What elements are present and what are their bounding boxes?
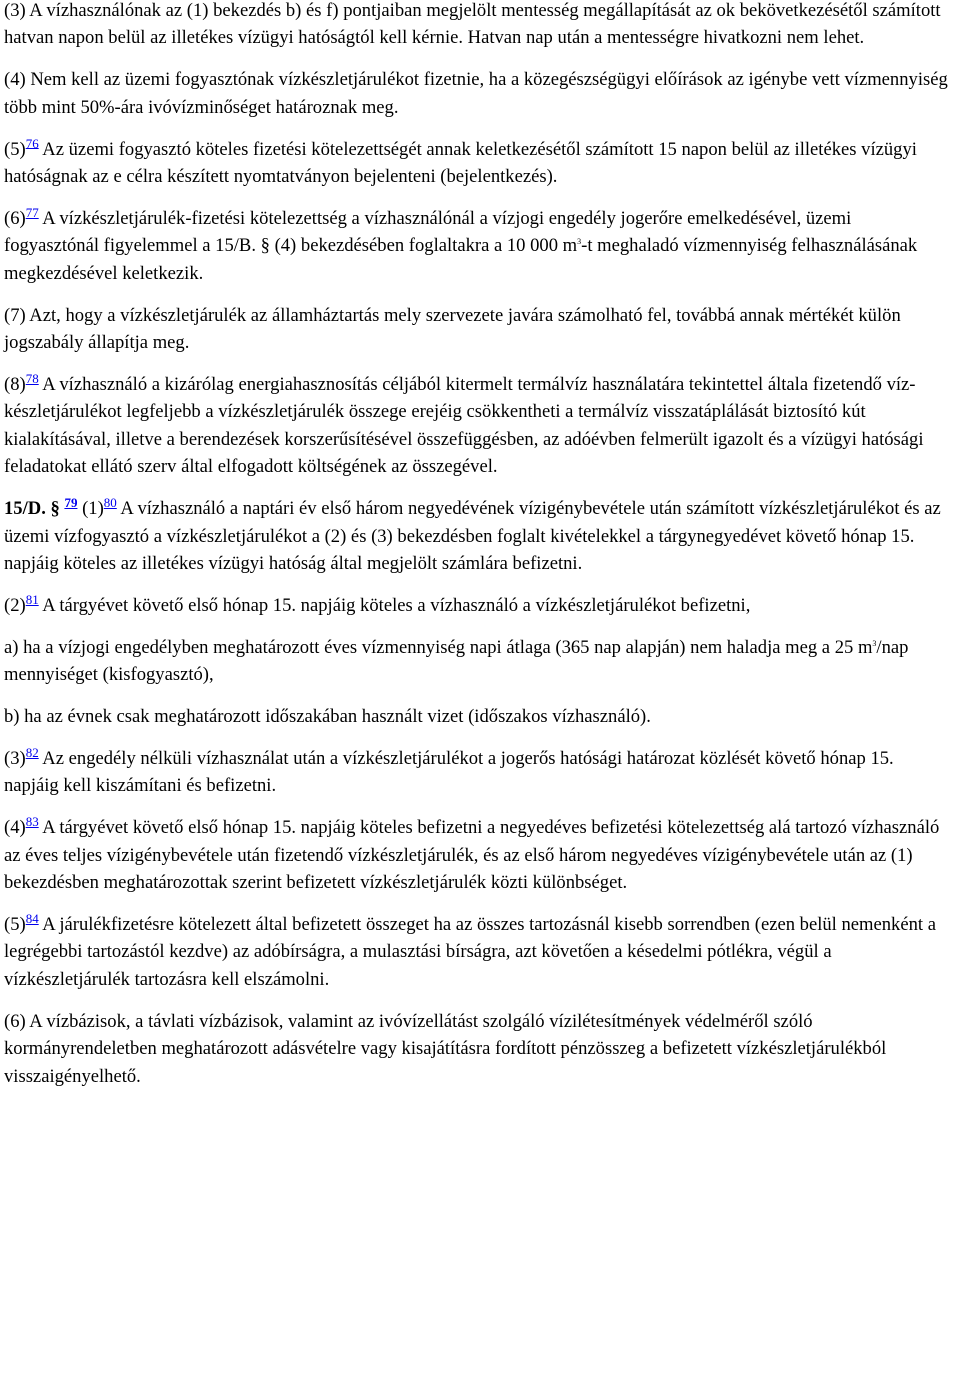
paragraph-4b: [4, 814, 950, 896]
paragraph-2: [4, 592, 950, 619]
footnote-link-82[interactable]: 82: [25, 744, 39, 760]
paragraph-number: (4): [4, 817, 26, 839]
paragraph-text: -t meghaladó vízmennyiség felhasználásának megkezdésével keletkezik.: [4, 235, 918, 284]
paragraph-8: [4, 371, 950, 481]
footnote-link-83[interactable]: 83: [25, 814, 39, 830]
paragraph-number: (1): [77, 498, 104, 520]
footnote-link-78[interactable]: 78: [25, 370, 39, 386]
paragraph-number: (3): [4, 747, 26, 769]
paragraph-number: (5): [4, 138, 26, 160]
unit-superscript: 3: [872, 638, 877, 648]
paragraph-text: A tárgyévet követő első hónap 15. napjáig köteles befizetni a negyedéves befizetési kötelezettség alá tartozó vízhasználó az éves teljes vízigénybevétele után fizetendő vízkészletjárulék, és az első három negyedéves vízigénybevétele után az (1) bekezdésben meghatározottak szerint befizetett vízkészletjárulék közti különbséget.: [4, 817, 940, 894]
paragraph-text: A vízhasználó a kizárólag energiahasznosítás céljából kitermelt termálvíz használatára tekintettel általa fizetendő víz-készletjárulékot legfeljebb a vízkészletjárulék összege erejéig csökkentheti a termálvíz visszatáplálását biztosító kút kialakításával, illetve a berendezések korszerűsítésével összefüggésben, az adóévben felmerült igazolt és a vízügyi hatósági feladatokat ellátó szerv által elfogadott költségének az összegével.: [4, 373, 924, 478]
paragraph-number: (5): [4, 913, 26, 935]
paragraph-text: A vízhasználó a naptári év első három negyedévének vízigénybevétele után számított vízkészletjárulékot és az üzemi vízfogyasztó a vízkészletjárulékot a (2) és (3) bekezdésben foglalt kivételekkel a tárgynegyedévet követő hónap 15. napjáig köteles az illetékes vízügyi hatóság által megjelölt számlára befizetni.: [4, 498, 941, 574]
paragraph-text: b) ha az évnek csak meghatározott időszakában használt vizet (időszakos vízhasználó).: [4, 706, 651, 728]
paragraph-text: Az engedély nélküli vízhasználat után a vízkészletjárulékot a jogerős hatósági határozat közlését követő hónap 15. napjáig kell kiszámítani és befizetni.: [4, 747, 894, 797]
paragraph-6: [4, 205, 950, 287]
paragraph-5b: [4, 911, 950, 993]
point-a: [4, 634, 950, 689]
paragraph-7: [4, 302, 950, 357]
paragraph-4: [4, 66, 950, 121]
paragraph-text: Az üzemi fogyasztó köteles fizetési kötelezettségét annak keletkezésétől számított 15 napon belül az illetékes vízügyi hatóságnak az e célra készített nyomtatványon bejelenteni (bejelentkezés).: [4, 138, 917, 188]
section-heading: 15/D. §: [4, 498, 60, 520]
footnote-link-84[interactable]: 84: [25, 910, 39, 926]
paragraph-text: (7) Azt, hogy a vízkészletjárulék az államháztartás mely szervezete javára számolható fel, továbbá annak mértékét külön jogszabály állapítja meg.: [4, 304, 901, 354]
paragraph-text: (6) A vízbázisok, a távlati vízbázisok, valamint az ivóvízellátást szolgáló vízilétesítmények védelméről szóló kormányrendeletben meghatározott adásvételre vagy kisajátításra fordított pénzösszeg a befizetett vízkészletjárulékból visszaigényelhető.: [4, 1010, 887, 1087]
footnote-link-76[interactable]: 76: [25, 135, 39, 151]
section-15d-paragraph-1: [4, 495, 950, 577]
paragraph-3b: [4, 745, 950, 800]
paragraph-text: A vízkészletjárulék-fizetési kötelezettség a vízhasználónál a vízjogi engedély jogerőre emelkedésével, üzemi fogyasztónál figyelemmel a 15/B. § (4) bekezdésében foglaltakra a 10 000 m: [4, 207, 852, 257]
footnote-link-79[interactable]: 79: [64, 494, 78, 510]
paragraph-number: (2): [4, 594, 26, 616]
paragraph-text: a) ha a vízjogi engedélyben meghatározott éves vízmennyiség napi átlaga (365 nap alapján) nem haladja meg a 25 m: [4, 636, 873, 658]
paragraph-text: A tárgyévet követő első hónap 15. napjáig köteles a vízhasználó a vízkészletjárulékot befizetni,: [38, 594, 751, 616]
paragraph-number: (6): [4, 207, 26, 229]
paragraph-5: [4, 136, 950, 191]
paragraph-text: (3) A vízhasználónak az (1) bekezdés b) és f) pontjaiban megjelölt mentesség megállapítását az ok bekövetkezésétől számított hatvan napon belül az illetékes vízügyi hatóságtól kell kérnie. Hatvan nap után a mentességre hivatkozni nem lehet.: [4, 0, 941, 49]
paragraph-number: (8): [4, 373, 26, 395]
paragraph-text: A járulékfizetésre kötelezett által befizetett összeget ha az összes tartozásnál kisebb sorrendben (ezen belül nemenként a legrégebbi tartozástól kezdve) az adóbírságra, a mulasztási bírságra, azt követően a késedelmi pótlékra, végül a vízkészletjárulék tartozásra kell elszámolni.: [4, 913, 936, 990]
paragraph-6b: [4, 1008, 950, 1090]
footnote-link-80[interactable]: 80: [103, 494, 117, 510]
paragraph-text: (4) Nem kell az üzemi fogyasztónak vízkészletjárulékot fizetnie, ha a közegészségügyi előírások az igénybe vett vízmennyiség több mint 50%-ára ivóvízminőséget határoznak meg.: [4, 69, 948, 118]
footnote-link-77[interactable]: 77: [25, 204, 39, 220]
footnote-link-81[interactable]: 81: [25, 591, 39, 607]
point-b: [4, 703, 950, 730]
paragraph-text: /nap mennyiséget (kisfogyasztó),: [4, 636, 909, 686]
paragraph-3: [4, 0, 950, 52]
unit-superscript: 3: [577, 237, 582, 247]
